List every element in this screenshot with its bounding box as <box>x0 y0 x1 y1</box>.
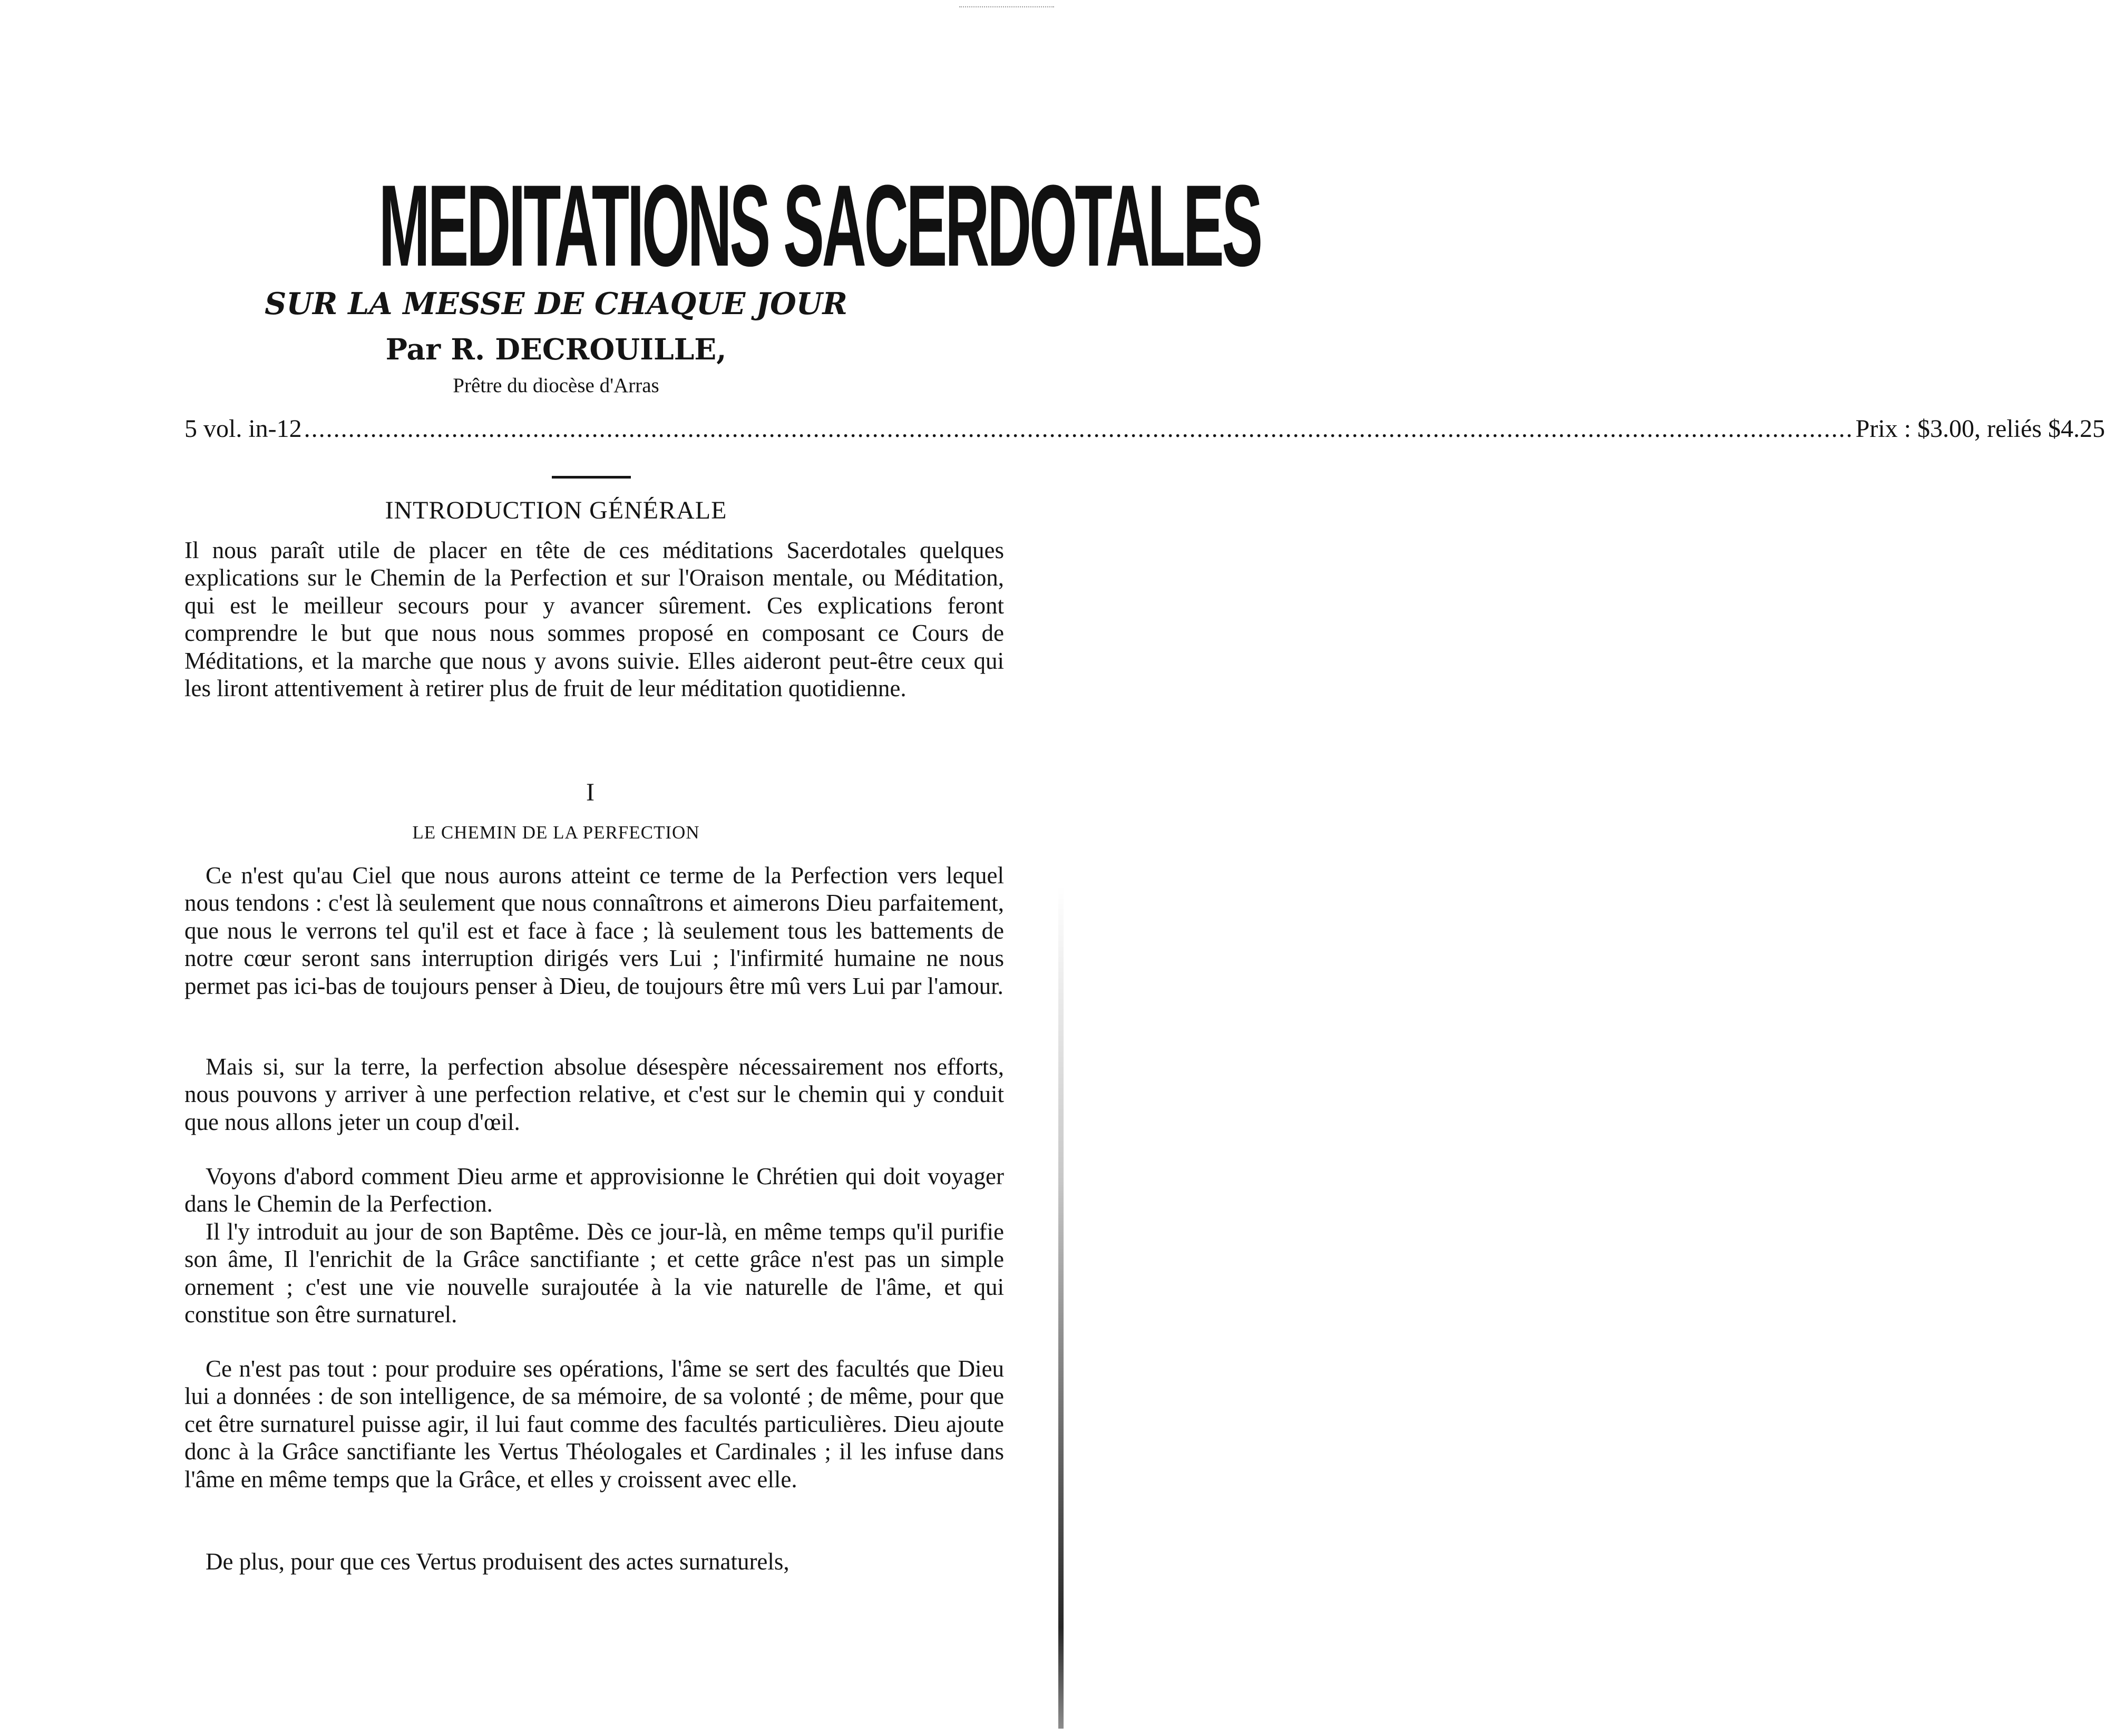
volume-price-line <box>184 415 2105 443</box>
chapter-paragraph: Il l'y introduit au jour de son Baptême. Dès ce jour-là, en même temps qu'il purifie son âme, Il l'enrichit de la Grâce sanctifiante ; et cette grâce n'est pas un simple ornement ; c'est une vie nouvelle surajoutée à la vie naturelle de l'âme, et qui constitue son être surnaturel. <box>184 1218 1004 1328</box>
section-divider <box>552 476 631 479</box>
chapter-heading: LE CHEMIN DE LA PERFECTION <box>412 822 700 843</box>
price-info: Prix : $3.00, reliés $4.25 <box>1855 415 2105 443</box>
book-title: MEDITATIONS SACERDOTALES <box>378 161 1261 290</box>
introduction-paragraph: Il nous paraît utile de placer en tête de ces méditations Sacerdotales quelques explications sur le Chemin de la Perfection et sur l'Oraison mentale, ou Méditation, qui est le meilleur secours pour y avancer sûrement. Ces explications feront comprendre le but que nous nous sommes proposé en composant ce Cours de Méditations, et la marche que nous y avons suivie. Elles aideront peut-être ceux qui les liront attentivement à retirer plus de fruit de leur méditation quotidienne. <box>184 537 1004 702</box>
volume-count: 5 vol. in-12 <box>184 415 302 443</box>
author-line: Par R. DECROUILLE, <box>385 332 727 366</box>
dot-leader: .................................................................................................................................................................................................................. <box>304 415 1854 443</box>
chapter-paragraph: Voyons d'abord comment Dieu arme et approvisionne le Chrétien qui doit voyager dans le Chemin de la Perfection. <box>184 1163 1004 1217</box>
chapter-paragraph: Ce n'est qu'au Ciel que nous aurons atteint ce terme de la Perfection vers lequel nous tendons : c'est là seulement que nous connaîtrons et aimerons Dieu parfaitement, que nous le verrons tel qu'il est et face à face ; là seulement tous les battements de notre cœur seront sans interruption dirigés vers Lui ; l'infirmité humaine ne nous permet pas ici-bas de toujours penser à Dieu, de toujours être mû vers Lui par l'amour. <box>184 862 1004 999</box>
introduction-heading: INTRODUCTION GÉNÉRALE <box>385 496 727 524</box>
chapter-number: I <box>586 778 595 806</box>
book-subtitle: SUR LA MESSE DE CHAQUE JOUR <box>265 286 847 321</box>
chapter-paragraph: De plus, pour que ces Vertus produisent des actes surnaturels, <box>206 1548 790 1575</box>
chapter-paragraph: Mais si, sur la terre, la perfection absolue désespère nécessairement nos efforts, nous pouvons y arriver à une perfection relative, et c'est sur le chemin qui y conduit que nous allons jeter un coup d'œil. <box>184 1054 1004 1135</box>
scan-corner-mark <box>959 6 1054 8</box>
chapter-paragraph: Ce n'est pas tout : pour produire ses opérations, l'âme se sert des facultés que Dieu lui a données : de son intelligence, de sa mémoire, de sa volonté ; de même, pour que cet être surnaturel puisse agir, il lui faut comme des facultés particulières. Dieu ajoute donc à la Grâce sanctifiante les Vertus Théologales et Cardinales ; il les infuse dans l'âme en même temps que la Grâce, et elles y croissent avec elle. <box>184 1355 1004 1493</box>
author-title: Prêtre du diocèse d'Arras <box>453 374 659 397</box>
scan-edge-shadow <box>1058 885 1064 1729</box>
